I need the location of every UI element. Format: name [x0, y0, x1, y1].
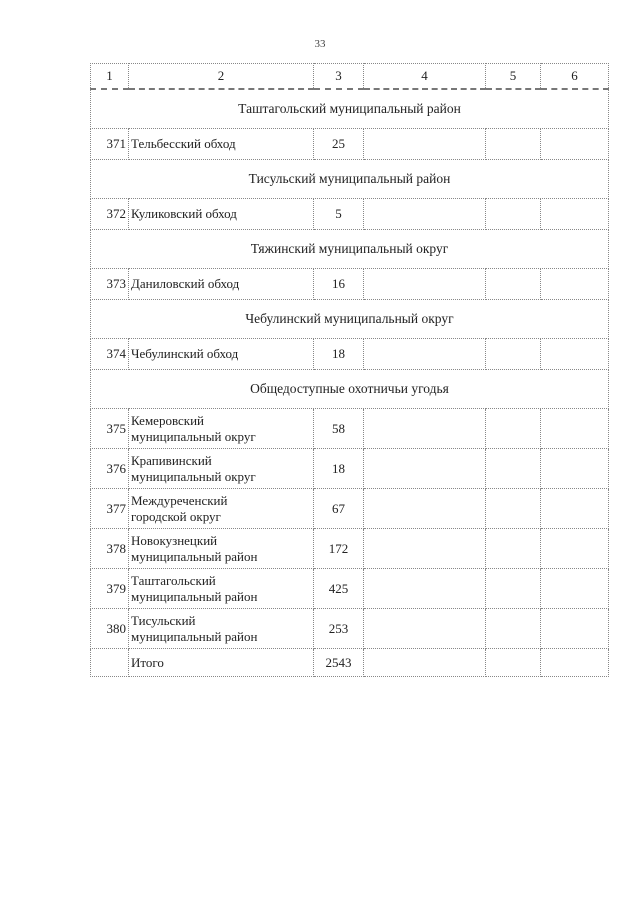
empty-cell — [541, 339, 609, 370]
empty-cell — [486, 409, 541, 449]
row-name — [129, 489, 314, 529]
empty-cell — [364, 609, 486, 649]
row-name-line: Междуреченский — [131, 492, 228, 508]
row-name-line: городской округ — [131, 508, 221, 524]
empty-cell — [364, 449, 486, 489]
empty-cell — [486, 269, 541, 300]
table-row — [91, 569, 609, 609]
empty-cell — [541, 449, 609, 489]
row-number: 375 — [91, 409, 129, 449]
empty-cell — [486, 569, 541, 609]
empty-cell — [364, 269, 486, 300]
table-body — [91, 64, 609, 677]
table-row — [91, 269, 609, 300]
empty-cell — [486, 489, 541, 529]
row-name-line: Чебулинский обход — [131, 346, 239, 361]
row-name-line: муниципальный район — [131, 628, 258, 644]
section-title: Тисульский муниципальный район — [91, 160, 609, 199]
row-name — [129, 269, 314, 300]
empty-cell — [364, 129, 486, 160]
table-row — [91, 129, 609, 160]
section-header-row — [91, 300, 609, 339]
table-row — [91, 609, 609, 649]
table-row — [91, 339, 609, 370]
row-name-line: муниципальный округ — [131, 428, 256, 444]
row-name-line: муниципальный район — [131, 588, 258, 604]
row-name-line: Тисульский — [131, 612, 196, 628]
row-number: 372 — [91, 199, 129, 230]
table-row — [91, 199, 609, 230]
table-row — [91, 449, 609, 489]
empty-cell — [541, 569, 609, 609]
table-row — [91, 409, 609, 449]
row-name-line: Куликовский обход — [131, 206, 237, 221]
row-name — [129, 569, 314, 609]
empty-cell — [364, 409, 486, 449]
row-number: 373 — [91, 269, 129, 300]
header-cell: 6 — [541, 64, 609, 90]
row-number: 380 — [91, 609, 129, 649]
empty-cell — [364, 489, 486, 529]
table-row — [91, 489, 609, 529]
empty-cell — [541, 649, 609, 677]
empty-cell — [486, 129, 541, 160]
row-name-line: Тельбесский обход — [131, 136, 236, 151]
table-row — [91, 529, 609, 569]
row-number: 376 — [91, 449, 129, 489]
empty-cell — [486, 339, 541, 370]
row-name — [129, 339, 314, 370]
data-table — [90, 63, 609, 677]
total-value: 2543 — [314, 649, 364, 677]
header-cell: 4 — [364, 64, 486, 90]
row-number: 374 — [91, 339, 129, 370]
row-value: 18 — [314, 339, 364, 370]
empty-cell — [364, 339, 486, 370]
empty-cell — [541, 609, 609, 649]
row-number: 378 — [91, 529, 129, 569]
header-cell: 5 — [486, 64, 541, 90]
row-name — [129, 409, 314, 449]
total-label: Итого — [129, 649, 314, 677]
row-name-line: Даниловский обход — [131, 276, 240, 291]
row-value: 25 — [314, 129, 364, 160]
table-header-row — [91, 64, 609, 90]
row-name-line: муниципальный округ — [131, 468, 256, 484]
empty-cell — [364, 649, 486, 677]
empty-cell — [364, 529, 486, 569]
section-title: Чебулинский муниципальный округ — [91, 300, 609, 339]
row-name-line: Кемеровский — [131, 412, 205, 428]
empty-cell — [541, 489, 609, 529]
row-value: 67 — [314, 489, 364, 529]
row-value: 172 — [314, 529, 364, 569]
section-header-row — [91, 89, 609, 129]
row-value: 5 — [314, 199, 364, 230]
empty-cell — [91, 649, 129, 677]
section-header-row — [91, 160, 609, 199]
row-name — [129, 449, 314, 489]
row-number: 371 — [91, 129, 129, 160]
row-name-line: Новокузнецкий — [131, 532, 218, 548]
row-name-line: Крапивинский — [131, 452, 212, 468]
header-cell: 3 — [314, 64, 364, 90]
empty-cell — [364, 569, 486, 609]
empty-cell — [486, 649, 541, 677]
section-header-row — [91, 370, 609, 409]
section-title: Таштагольский муниципальный район — [91, 89, 609, 129]
row-value: 253 — [314, 609, 364, 649]
empty-cell — [364, 199, 486, 230]
empty-cell — [541, 199, 609, 230]
empty-cell — [486, 449, 541, 489]
row-value: 425 — [314, 569, 364, 609]
row-name — [129, 199, 314, 230]
row-name — [129, 129, 314, 160]
empty-cell — [541, 129, 609, 160]
empty-cell — [541, 409, 609, 449]
row-number: 377 — [91, 489, 129, 529]
header-cell: 1 — [91, 64, 129, 90]
total-row — [91, 649, 609, 677]
empty-cell — [486, 199, 541, 230]
row-name — [129, 609, 314, 649]
row-name — [129, 529, 314, 569]
section-title: Общедоступные охотничьи угодья — [91, 370, 609, 409]
section-header-row — [91, 230, 609, 269]
row-value: 16 — [314, 269, 364, 300]
empty-cell — [541, 269, 609, 300]
empty-cell — [541, 529, 609, 569]
row-number: 379 — [91, 569, 129, 609]
section-title: Тяжинский муниципальный округ — [91, 230, 609, 269]
row-value: 18 — [314, 449, 364, 489]
page-number: 33 — [314, 38, 326, 50]
row-value: 58 — [314, 409, 364, 449]
row-name-line: Таштагольский — [131, 572, 216, 588]
header-cell: 2 — [129, 64, 314, 90]
empty-cell — [486, 529, 541, 569]
empty-cell — [486, 609, 541, 649]
row-name-line: муниципальный район — [131, 548, 258, 564]
